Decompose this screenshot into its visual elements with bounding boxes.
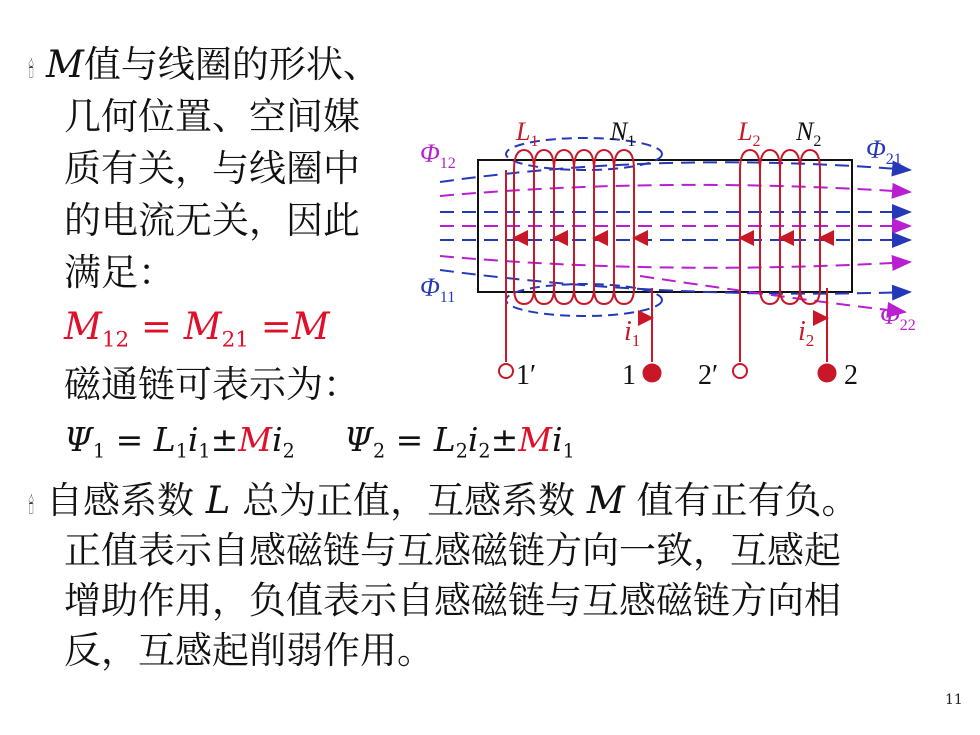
terminal-2 (818, 364, 836, 382)
phi21-label: $\Phi_{21}$ (866, 135, 902, 168)
var-m: M (46, 43, 84, 86)
terminal-2-prime (733, 364, 747, 378)
bullet-2-line-4: 反，互感起削弱作用。 (64, 629, 434, 672)
flux-lines (440, 162, 910, 312)
l2-label: $L_2$ (738, 117, 761, 150)
terminal-1 (643, 364, 661, 382)
terminal-2-label: 2 (844, 360, 858, 391)
l1-label: $L_1$ (516, 117, 539, 150)
phi22-label: $\Phi_{22}$ (880, 301, 916, 334)
bullet-1-line-2: 几何位置、空间媒 (64, 95, 360, 138)
bullet-2-line-2: 正值表示自感磁链与互感磁链方向一致，互感起 (64, 529, 841, 572)
i1-label: $i_1$ (624, 316, 641, 350)
i2-label: $i_2$ (798, 316, 815, 350)
psi1-formula: $\Psi_1 = L_1i_1\pm Mi_2$ (64, 420, 295, 463)
candle-bullet-icon: 🕯 (28, 58, 35, 83)
candle-bullet-icon: 🕯 (28, 494, 35, 519)
bullet-1-text-1: 值与线圈的形状、 (83, 43, 380, 86)
psi2-formula: $\Psi_2 = L_2i_2\pm Mi_1$ (344, 420, 575, 463)
terminal-1-prime-label: 1′ (516, 360, 537, 391)
mutual-inductance-equality: $M_{12} = M_{21} =M$ (64, 305, 330, 353)
flux-linkage-label: 磁通链可表示为： (64, 363, 360, 406)
bullet-2-line-1: 🕯 自感系数 L 总为正值，互感系数 M 值有正有负。 (28, 479, 859, 522)
terminal-1-prime (499, 364, 513, 378)
terminal-1-label: 1 (622, 360, 636, 391)
page-number: 11 (945, 692, 963, 708)
bullet-1-line-5: 满足： (64, 251, 175, 294)
n1-label: $N_1$ (610, 117, 636, 150)
bullet-1-line-3: 质有关，与线圈中 (64, 147, 360, 190)
phi12-label: $\Phi_{12}$ (420, 139, 456, 172)
bullet-1-line-4: 的电流无关，因此 (64, 199, 360, 242)
terminal-2-prime-label: 2′ (698, 360, 719, 391)
bullet-2-line-3: 增助作用，负值表示自感磁链与互感磁链方向相 (64, 579, 841, 622)
n2-label: $N_2$ (796, 117, 822, 150)
phi11-label: $\Phi_{11}$ (420, 273, 456, 306)
